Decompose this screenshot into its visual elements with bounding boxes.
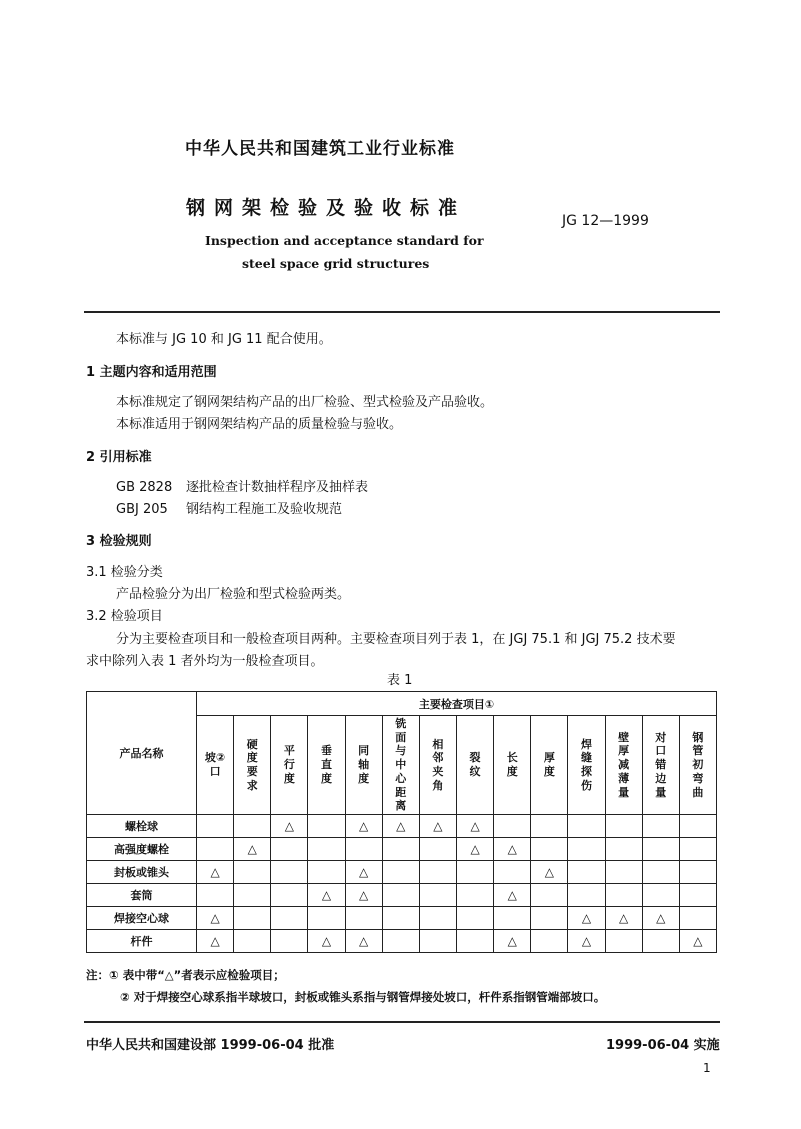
empty-cell bbox=[271, 861, 308, 884]
empty-cell bbox=[382, 861, 419, 884]
empty-cell bbox=[494, 861, 531, 884]
empty-cell bbox=[568, 838, 605, 861]
column-header-char: 夹 bbox=[432, 765, 444, 778]
section-3-2-paragraph-line-2: 求中除列入表 1 者外均为一般检查项目。 bbox=[86, 654, 324, 669]
table-caption: 表 1 bbox=[387, 673, 413, 688]
table-row bbox=[87, 815, 717, 838]
empty-cell bbox=[382, 838, 419, 861]
section-3-1-paragraph: 产品检验分为出厂检验和型式检验两类。 bbox=[116, 587, 351, 602]
reference-item bbox=[116, 498, 342, 517]
column-header-char: 硬 bbox=[246, 737, 258, 751]
empty-cell bbox=[197, 838, 234, 861]
check-mark-cell: △ bbox=[197, 907, 234, 930]
check-mark-cell: △ bbox=[345, 884, 382, 907]
empty-cell bbox=[456, 884, 493, 907]
column-header bbox=[419, 716, 456, 815]
product-name-cell: 焊接空心球 bbox=[87, 907, 197, 930]
table-row bbox=[87, 907, 717, 930]
section-3-1-heading: 3.1 检验分类 bbox=[86, 565, 163, 580]
empty-cell bbox=[234, 907, 271, 930]
column-header-char: 纹 bbox=[469, 765, 481, 778]
empty-cell bbox=[197, 815, 234, 838]
empty-cell bbox=[531, 838, 568, 861]
empty-cell bbox=[234, 930, 271, 953]
empty-cell bbox=[419, 907, 456, 930]
column-header-char: 要 bbox=[246, 765, 258, 778]
check-mark-cell: △ bbox=[456, 838, 493, 861]
column-header-char: 行 bbox=[283, 758, 295, 772]
inspection-items-table bbox=[86, 691, 717, 953]
column-header-char: 口 bbox=[209, 765, 221, 778]
check-mark-cell: △ bbox=[345, 861, 382, 884]
check-mark-cell: △ bbox=[345, 930, 382, 953]
product-name-cell: 高强度螺栓 bbox=[87, 838, 197, 861]
empty-cell bbox=[382, 930, 419, 953]
table-note-1: 注：① 表中带“△”者表示应检验项目； bbox=[86, 968, 285, 982]
check-mark-cell: △ bbox=[494, 884, 531, 907]
check-mark-cell: △ bbox=[642, 907, 679, 930]
empty-cell bbox=[308, 907, 345, 930]
column-header-char: 口 bbox=[655, 744, 667, 758]
empty-cell bbox=[605, 815, 642, 838]
reference-item bbox=[116, 476, 368, 495]
reference-name: 逐批检查计数抽样程序及抽样表 bbox=[186, 480, 369, 495]
empty-cell bbox=[197, 884, 234, 907]
table-row bbox=[87, 930, 717, 953]
empty-cell bbox=[419, 861, 456, 884]
column-header-char: 度 bbox=[320, 771, 332, 785]
column-header-char: 度 bbox=[506, 765, 518, 778]
column-header-char: 垂 bbox=[320, 744, 332, 758]
empty-cell bbox=[679, 861, 716, 884]
empty-cell bbox=[642, 884, 679, 907]
product-name-cell: 杆件 bbox=[87, 930, 197, 953]
check-mark-cell: △ bbox=[419, 815, 456, 838]
reference-code: GB 2828 bbox=[116, 480, 173, 495]
column-header bbox=[568, 716, 605, 815]
product-name-cell: 螺栓球 bbox=[87, 815, 197, 838]
check-mark-cell: △ bbox=[568, 907, 605, 930]
reference-code: GBJ 205 bbox=[116, 502, 168, 517]
column-header-char: 度 bbox=[246, 751, 258, 765]
column-header-char: 中 bbox=[395, 758, 407, 772]
section-1-paragraph-2: 本标准适用于钢网架结构产品的质量检验与验收。 bbox=[116, 417, 403, 432]
empty-cell bbox=[345, 838, 382, 861]
main-items-header: 主要检查项目① bbox=[197, 692, 717, 716]
empty-cell bbox=[382, 884, 419, 907]
intro-paragraph: 本标准与 JG 10 和 JG 11 配合使用。 bbox=[116, 332, 332, 347]
column-header bbox=[494, 716, 531, 815]
empty-cell bbox=[679, 884, 716, 907]
table-row bbox=[87, 884, 717, 907]
empty-cell bbox=[234, 884, 271, 907]
empty-cell bbox=[308, 815, 345, 838]
empty-cell bbox=[605, 930, 642, 953]
column-header-char: 长 bbox=[506, 751, 518, 765]
empty-cell bbox=[642, 930, 679, 953]
column-header bbox=[456, 716, 493, 815]
column-header-char: 距 bbox=[395, 785, 407, 799]
column-header-char: 角 bbox=[432, 778, 444, 792]
check-mark-cell: △ bbox=[271, 815, 308, 838]
empty-cell bbox=[568, 861, 605, 884]
empty-cell bbox=[531, 930, 568, 953]
empty-cell bbox=[271, 838, 308, 861]
column-header-char: 度 bbox=[358, 771, 370, 785]
column-header-char: 减 bbox=[618, 758, 630, 772]
column-header-char: 求 bbox=[246, 778, 258, 792]
column-header-char: 铣 bbox=[395, 716, 407, 730]
empty-cell bbox=[642, 815, 679, 838]
section-1-paragraph-1: 本标准规定了钢网架结构产品的出厂检验、型式检验及产品验收。 bbox=[116, 395, 494, 410]
column-header-char: 钢 bbox=[692, 730, 704, 744]
table-note-2: ② 对于焊接空心球系指半球坡口，封板或锥头系指与钢管焊接处坡口，杆件系指钢管端部坡口。 bbox=[120, 990, 606, 1004]
empty-cell bbox=[271, 930, 308, 953]
english-title-line-2: steel space grid structures bbox=[242, 256, 430, 271]
empty-cell bbox=[271, 907, 308, 930]
empty-cell bbox=[531, 884, 568, 907]
empty-cell bbox=[419, 884, 456, 907]
footer-divider bbox=[84, 1021, 720, 1023]
empty-cell bbox=[234, 861, 271, 884]
check-mark-cell: △ bbox=[605, 907, 642, 930]
empty-cell bbox=[531, 815, 568, 838]
empty-cell bbox=[308, 861, 345, 884]
column-header bbox=[271, 716, 308, 815]
column-header-char: 量 bbox=[655, 785, 667, 799]
column-header-char: 面 bbox=[395, 730, 407, 744]
column-header bbox=[197, 716, 234, 815]
column-header-char: 平 bbox=[283, 744, 295, 758]
empty-cell bbox=[605, 838, 642, 861]
empty-cell bbox=[531, 907, 568, 930]
empty-cell bbox=[345, 907, 382, 930]
check-mark-cell: △ bbox=[308, 884, 345, 907]
empty-cell bbox=[679, 815, 716, 838]
column-header-char: 裂 bbox=[469, 751, 481, 765]
check-mark-cell: △ bbox=[345, 815, 382, 838]
check-mark-cell: △ bbox=[197, 930, 234, 953]
column-header bbox=[605, 716, 642, 815]
check-mark-cell: △ bbox=[679, 930, 716, 953]
empty-cell bbox=[456, 861, 493, 884]
column-header-char: 坡② bbox=[204, 751, 226, 765]
column-header-char: 管 bbox=[692, 744, 704, 758]
check-mark-cell: △ bbox=[197, 861, 234, 884]
column-header-char: 错 bbox=[655, 758, 667, 772]
empty-cell bbox=[679, 907, 716, 930]
column-header bbox=[308, 716, 345, 815]
empty-cell bbox=[494, 815, 531, 838]
column-header-char: 探 bbox=[580, 765, 592, 778]
empty-cell bbox=[419, 838, 456, 861]
column-header-char: 量 bbox=[618, 785, 630, 799]
table-row bbox=[87, 861, 717, 884]
header-divider bbox=[84, 311, 720, 313]
implementation-date: 1999-06-04 实施 bbox=[606, 1038, 720, 1053]
column-header-char: 厚 bbox=[543, 751, 555, 765]
check-mark-cell: △ bbox=[531, 861, 568, 884]
empty-cell bbox=[642, 838, 679, 861]
product-name-header: 产品名称 bbox=[87, 692, 197, 815]
section-1-heading: 1 主题内容和适用范围 bbox=[86, 365, 217, 380]
empty-cell bbox=[419, 930, 456, 953]
section-3-heading: 3 检验规则 bbox=[86, 534, 152, 549]
document-title: 钢网架检验及验收标准 bbox=[186, 197, 467, 219]
column-header-char: 与 bbox=[395, 744, 407, 758]
product-name-cell: 套筒 bbox=[87, 884, 197, 907]
column-header-char: 曲 bbox=[692, 785, 704, 799]
column-header-char: 焊 bbox=[580, 737, 592, 751]
empty-cell bbox=[308, 838, 345, 861]
empty-cell bbox=[494, 907, 531, 930]
column-header-char: 伤 bbox=[580, 778, 592, 792]
column-header-char: 厚 bbox=[618, 744, 630, 758]
column-header bbox=[679, 716, 716, 815]
column-header-char: 直 bbox=[320, 758, 332, 772]
column-header bbox=[642, 716, 679, 815]
empty-cell bbox=[382, 907, 419, 930]
column-header-char: 对 bbox=[655, 730, 667, 744]
column-header-char: 邻 bbox=[432, 751, 444, 765]
reference-name: 钢结构工程施工及验收规范 bbox=[186, 502, 343, 517]
column-header-char: 离 bbox=[395, 799, 407, 813]
column-header bbox=[234, 716, 271, 815]
product-name-cell: 封板或锥头 bbox=[87, 861, 197, 884]
column-header-char: 缝 bbox=[580, 751, 592, 765]
check-mark-cell: △ bbox=[494, 838, 531, 861]
empty-cell bbox=[234, 815, 271, 838]
empty-cell bbox=[456, 907, 493, 930]
column-header bbox=[531, 716, 568, 815]
column-header-char: 同 bbox=[358, 744, 370, 758]
standard-code: JG 12—1999 bbox=[562, 213, 649, 229]
standard-body-heading: 中华人民共和国建筑工业行业标准 bbox=[185, 139, 455, 159]
check-mark-cell: △ bbox=[494, 930, 531, 953]
column-header-char: 初 bbox=[692, 758, 704, 772]
column-header-char: 边 bbox=[655, 771, 667, 785]
check-mark-cell: △ bbox=[382, 815, 419, 838]
column-header-char: 弯 bbox=[692, 771, 704, 785]
section-3-2-heading: 3.2 检验项目 bbox=[86, 609, 163, 624]
empty-cell bbox=[605, 861, 642, 884]
section-3-2-paragraph-line-1: 分为主要检查项目和一般检查项目两种。主要检查项目列于表 1，在 JGJ 75.1 和 JGJ 75.2 技术要 bbox=[116, 632, 676, 647]
column-header-char: 薄 bbox=[618, 771, 630, 785]
check-mark-cell: △ bbox=[456, 815, 493, 838]
section-2-heading: 2 引用标准 bbox=[86, 450, 152, 465]
column-header-char: 度 bbox=[283, 771, 295, 785]
empty-cell bbox=[679, 838, 716, 861]
column-header-char: 相 bbox=[432, 737, 444, 751]
table-row bbox=[87, 838, 717, 861]
empty-cell bbox=[605, 884, 642, 907]
page-number: 1 bbox=[703, 1061, 711, 1075]
empty-cell bbox=[642, 861, 679, 884]
check-mark-cell: △ bbox=[308, 930, 345, 953]
column-header-char: 壁 bbox=[618, 730, 630, 744]
empty-cell bbox=[568, 884, 605, 907]
approval-date: 中华人民共和国建设部 1999-06-04 批准 bbox=[86, 1038, 335, 1053]
english-title-line-1: Inspection and acceptance standard for bbox=[205, 233, 484, 248]
column-header-char: 心 bbox=[395, 771, 407, 785]
empty-cell bbox=[568, 815, 605, 838]
check-mark-cell: △ bbox=[234, 838, 271, 861]
column-header-char: 度 bbox=[543, 765, 555, 778]
empty-cell bbox=[271, 884, 308, 907]
column-header bbox=[345, 716, 382, 815]
check-mark-cell: △ bbox=[568, 930, 605, 953]
column-header bbox=[382, 716, 419, 815]
empty-cell bbox=[456, 930, 493, 953]
column-header-char: 轴 bbox=[358, 758, 370, 772]
